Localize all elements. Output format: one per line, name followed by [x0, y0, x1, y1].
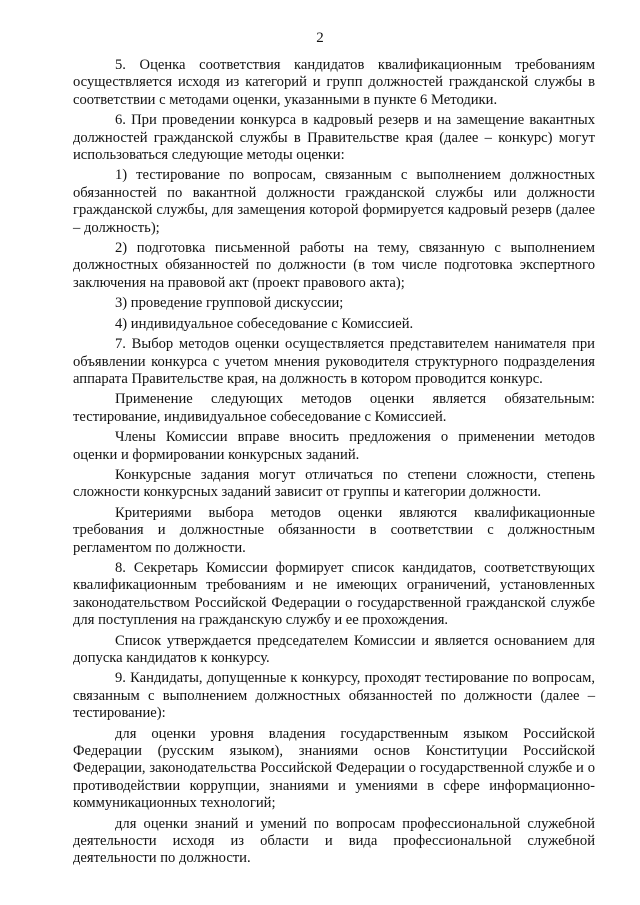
method-item-3: 3) проведение групповой дискуссии; [115, 295, 344, 312]
method-item-4: 4) индивидуальное собеседование с Комиссией. [115, 315, 414, 332]
paragraph-6: 6. При проведении конкурса в кадровый резерв и на замещение вакантных должностей гражданской службы в Правительстве края (далее – конкурс) могут использоваться следующие методы оценки: [73, 112, 595, 164]
method-item-1: 1) тестирование по вопросам, связанным с выполнением должностных обязанностей по вакантной должности гражданской службы или должности гражданской службы, для замещения которой формируется кадровый резерв (далее – должность); [73, 167, 595, 236]
document-body [73, 57, 595, 871]
page-number: 2 [316, 30, 324, 46]
selection-criteria-paragraph: Критериями выбора методов оценки являются квалификационные требования и должностные обязанности в соответствии с должностным регламентом по должности. [73, 504, 595, 556]
task-complexity-paragraph: Конкурсные задания могут отличаться по степени сложности, степень сложности конкурсных заданий зависит от группы и категории должности. [73, 466, 595, 501]
testing-purpose-2: для оценки знаний и умений по вопросам профессиональной служебной деятельности исходя из области и вида профессиональной служебной деятельности по должности. [73, 815, 595, 867]
mandatory-methods-paragraph: Применение следующих методов оценки является обязательным: тестирование, индивидуальное собеседование с Комиссией. [73, 391, 595, 425]
paragraph-5: 5. Оценка соответствия кандидатов квалификационным требованиям осуществляется исходя из категорий и групп должностей гражданской службы в соответствии с методами оценки, указанными в пункте 6 Методики. [73, 57, 595, 108]
method-item-2: 2) подготовка письменной работы на тему, связанную с выполнением должностных обязанностей по должности (в том числе подготовка экспертного заключения на правовой акт (проект правового акта); [73, 240, 595, 291]
commission-proposals-paragraph: Члены Комиссии вправе вносить предложения о применении методов оценки и формировании конкурсных заданий. [73, 429, 595, 463]
testing-purpose-1: для оценки уровня владения государственным языком Российской Федерации (русским языком), знаниями основ Конституции Российской Федерации, законодательства Российской Федерации о государственной службе и о противодействии коррупции, знаниями и умениями в сфере информационно-коммуникационных технологий; [73, 725, 595, 812]
paragraph-8: 8. Секретарь Комиссии формирует список кандидатов, соответствующих квалификационным требованиям и не имеющих ограничений, установленных законодательством Российской Федерации о государственной гражданской службе для поступления на гражданскую службу и ее прохождения. [73, 559, 595, 629]
paragraph-9: 9. Кандидаты, допущенные к конкурсу, проходят тестирование по вопросам, связанным с выполнением должностных обязанностей по должности (далее – тестирование): [73, 670, 595, 722]
paragraph-7: 7. Выбор методов оценки осуществляется представителем нанимателя при объявлении конкурса с учетом мнения руководителя структурного подразделения аппарата Правительстве края, на должность в котором проводится конкурс. [73, 336, 595, 387]
list-approval-paragraph: Список утверждается председателем Комиссии и является основанием для допуска кандидатов к конкурсу. [73, 632, 595, 666]
